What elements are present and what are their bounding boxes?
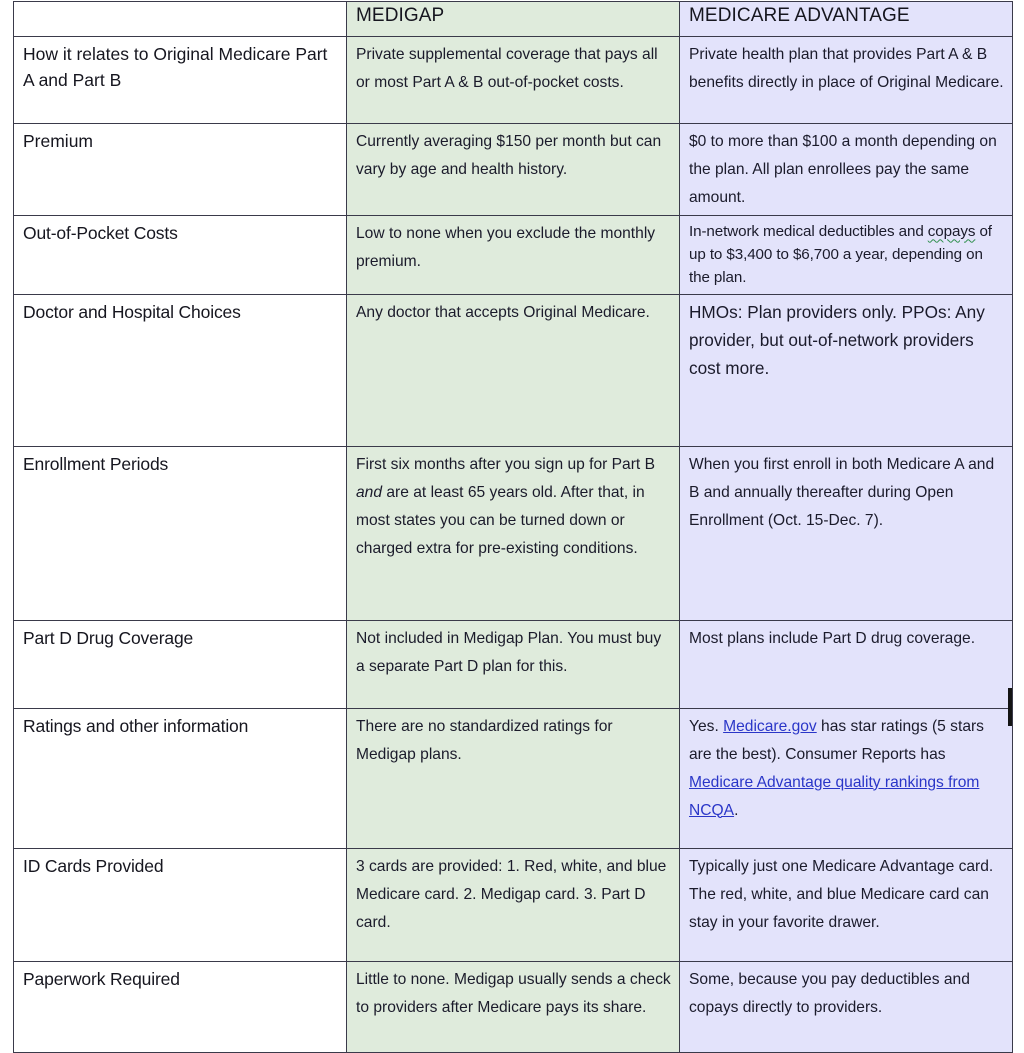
table-row [14, 621, 1013, 709]
row-medigap-cell [347, 37, 680, 124]
row-label-cell [14, 621, 347, 709]
medigap-id-cards-provided: 3 cards are provided: 1. Red, white, and blue Medicare card. 2. Medigap card. 3. Part D card. [356, 858, 667, 931]
row-medigap-cell [347, 849, 680, 962]
row-label-out-of-pocket-costs: Out-of-Pocket Costs [23, 223, 178, 244]
advantage-out-of-pocket-costs [689, 220, 1004, 289]
text-run: In-network medical deductibles and [689, 223, 928, 241]
medigap-premium: Currently averaging $150 per month but can vary by age and health history. [356, 133, 662, 178]
table-row [14, 37, 1013, 124]
row-label-cell [14, 447, 347, 621]
row-medigap-cell [347, 216, 680, 295]
row-advantage-cell [680, 447, 1013, 621]
medigap-vs-advantage-table-container [13, 1, 1012, 1053]
hyperlink[interactable]: Medicare Advantage quality rankings from NCQA [689, 773, 980, 819]
text-run: are at least 65 years old. After that, in most states you can be turned down or charged extra for pre-existing conditions. [356, 484, 645, 557]
row-label-paperwork-required: Paperwork Required [23, 969, 180, 990]
table-row [14, 295, 1013, 447]
table-row [14, 124, 1013, 216]
medigap-out-of-pocket-costs: Low to none when you exclude the monthly premium. [356, 225, 656, 270]
text-run: of up to $3,400 to $6,700 a year, depending on the plan. [689, 223, 992, 287]
row-advantage-cell [680, 621, 1013, 709]
hyperlink[interactable]: Medicare.gov [723, 718, 817, 736]
advantage-doctor-hospital-choices: HMOs: Plan providers only. PPOs: Any provider, but out-of-network providers cost more. [689, 302, 985, 378]
comparison-table [13, 1, 1013, 1053]
table-row [14, 709, 1013, 849]
text-run: Yes. [689, 718, 724, 736]
row-medigap-cell [347, 124, 680, 216]
row-label-ratings-and-other-information: Ratings and other information [23, 716, 249, 737]
header-cell-medigap [347, 2, 680, 37]
row-medigap-cell [347, 621, 680, 709]
row-label-cell [14, 709, 347, 849]
advantage-enrollment-periods: When you first enroll in both Medicare A and B and annually thereafter during Open Enrollment (Oct. 15-Dec. 7). [689, 456, 995, 529]
row-advantage-cell [680, 124, 1013, 216]
emphasis-text: and [356, 484, 383, 501]
row-label-id-cards-provided: ID Cards Provided [23, 856, 164, 877]
row-advantage-cell [680, 37, 1013, 124]
text-cursor-marker [1008, 688, 1012, 726]
table-row [14, 447, 1013, 621]
advantage-id-cards-provided: Typically just one Medicare Advantage card. The red, white, and blue Medicare card can stay in your favorite drawer. [689, 858, 994, 931]
medigap-paperwork-required: Little to none. Medigap usually sends a check to providers after Medicare pays its share. [356, 971, 671, 1016]
header-cell-medicare-advantage [680, 2, 1013, 37]
row-label-how-it-relates: How it relates to Original Medicare Part A and Part B [23, 44, 328, 91]
row-label-enrollment-periods: Enrollment Periods [23, 454, 169, 475]
row-advantage-cell [680, 709, 1013, 849]
table-header-row [14, 2, 1013, 37]
medigap-enrollment-periods [356, 451, 671, 562]
advantage-how-it-relates: Private health plan that provides Part A & B benefits directly in place of Original Medicare. [689, 46, 1004, 91]
advantage-ratings-and-other-information [689, 713, 1004, 824]
advantage-paperwork-required: Some, because you pay deductibles and copays directly to providers. [689, 971, 970, 1016]
row-medigap-cell [347, 709, 680, 849]
row-label-cell [14, 37, 347, 124]
row-advantage-cell [680, 849, 1013, 962]
table-row [14, 849, 1013, 962]
header-medigap-text: MEDIGAP [356, 5, 445, 26]
row-medigap-cell [347, 962, 680, 1053]
medigap-part-d-drug-coverage: Not included in Medigap Plan. You must buy a separate Part D plan for this. [356, 630, 662, 675]
table-row [14, 216, 1013, 295]
advantage-premium: $0 to more than $100 a month depending on the plan. All plan enrollees pay the same amount. [689, 133, 997, 206]
row-advantage-cell [680, 295, 1013, 447]
medigap-ratings-and-other-information: There are no standardized ratings for Medigap plans. [356, 718, 613, 763]
row-medigap-cell [347, 295, 680, 447]
row-label-cell [14, 962, 347, 1053]
row-label-cell [14, 849, 347, 962]
row-label-premium: Premium [23, 131, 94, 151]
text-run: . [734, 801, 739, 819]
row-advantage-cell [680, 216, 1013, 295]
medigap-how-it-relates: Private supplemental coverage that pays all or most Part A & B out-of-pocket costs. [356, 46, 658, 91]
text-run: First six months after you sign up for Part B [356, 456, 655, 474]
row-label-cell [14, 295, 347, 447]
text-run: has star ratings (5 stars are the best). Consumer Reports has [689, 718, 984, 763]
header-cell-blank [14, 2, 347, 37]
row-medigap-cell [347, 447, 680, 621]
row-label-cell [14, 124, 347, 216]
header-medicare-advantage-text: MEDICARE ADVANTAGE [689, 5, 910, 26]
row-label-doctor-hospital-choices: Doctor and Hospital Choices [23, 302, 241, 323]
row-label-part-d-drug-coverage: Part D Drug Coverage [23, 628, 194, 649]
table-row [14, 962, 1013, 1053]
row-label-cell [14, 216, 347, 295]
advantage-part-d-drug-coverage: Most plans include Part D drug coverage. [689, 630, 976, 648]
spellcheck-flagged-word: copays [927, 223, 976, 241]
row-advantage-cell [680, 962, 1013, 1053]
medigap-doctor-hospital-choices: Any doctor that accepts Original Medicare. [356, 304, 650, 322]
